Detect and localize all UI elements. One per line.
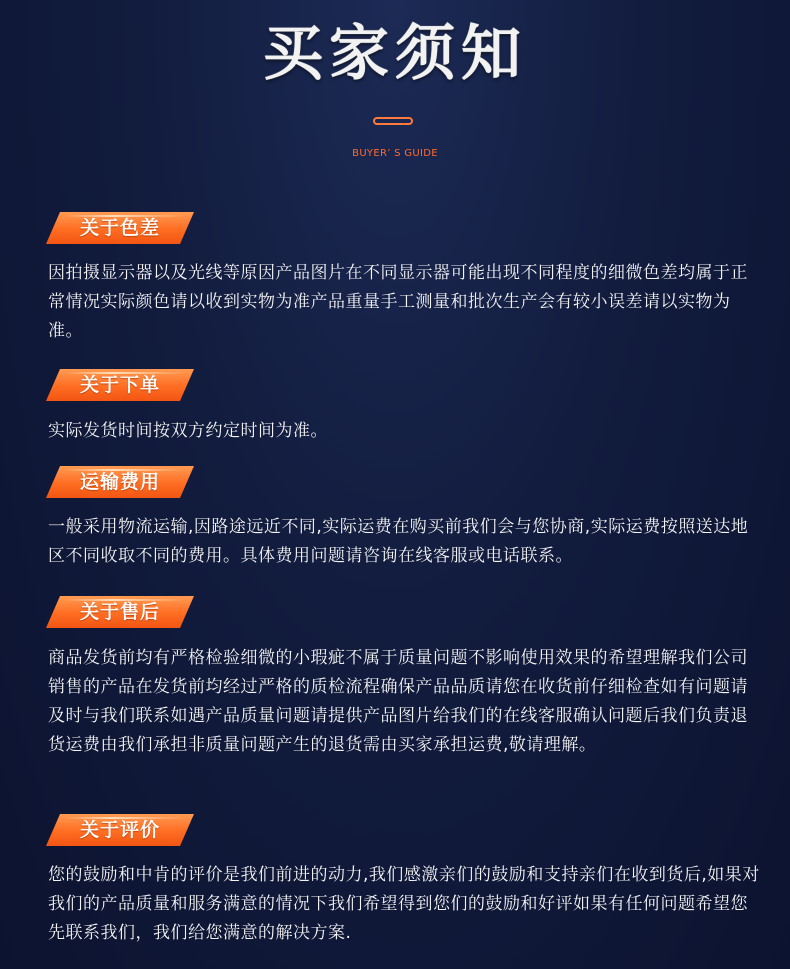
section-heading: 运输费用 [79, 471, 160, 493]
page-title: 买家须知 [263, 19, 527, 89]
page-subtitle: BUYER’ S GUIDE [352, 148, 438, 159]
section-heading: 关于评价 [79, 819, 160, 841]
section-tag-color-difference [46, 212, 194, 244]
section-body-shipping-fee: 一般采用物流运输,因路途远近不同,实际运费在购买前我们会与您协商,实际运费按照送达地区不同收取不同的费用。具体费用问题请咨询在线客服或电话联系。 [48, 517, 749, 566]
title-divider-pill [373, 117, 413, 125]
section-heading: 关于色差 [79, 217, 160, 239]
section-body-color-difference: 因拍摄显示器以及光线等原因产品图片在不同显示器可能出现不同程度的细微色差均属于正常情况实际颜色请以收到实物为准产品重量手工测量和批次生产会有较小误差请以实物为准。 [48, 263, 748, 341]
section-heading: 关于售后 [79, 601, 160, 623]
section-body-reviews: 您的鼓励和中肯的评价是我们前进的动力,我们感激亲们的鼓励和支持亲们在收到货后,如果对我们的产品质量和服务满意的情况下我们希望得到您们的鼓励和好评如果有任何问题希望您先联系我们，我们给您满意的解决方案. [48, 865, 760, 943]
section-heading: 关于下单 [79, 374, 160, 396]
section-tag-ordering [46, 369, 194, 401]
page-header [0, 0, 790, 180]
section-body-after-sales: 商品发货前均有严格检验细微的小瑕疵不属于质量问题不影响使用效果的希望理解我们公司销售的产品在发货前均经过严格的质检流程确保产品品质请您在收货前仔细检查如有问题请及时与我们联系如遇产品质量问题请提供产品图片给我们的在线客服确认问题后我们负责退货运费由我们承担非质量问题产生的退货需由买家承担运费,敬请理解。 [48, 648, 748, 755]
section-tag-reviews [46, 814, 194, 846]
section-tag-shipping-fee [46, 466, 194, 498]
section-tag-after-sales [46, 596, 194, 628]
section-body-ordering: 实际发货时间按双方约定时间为准。 [48, 421, 328, 441]
